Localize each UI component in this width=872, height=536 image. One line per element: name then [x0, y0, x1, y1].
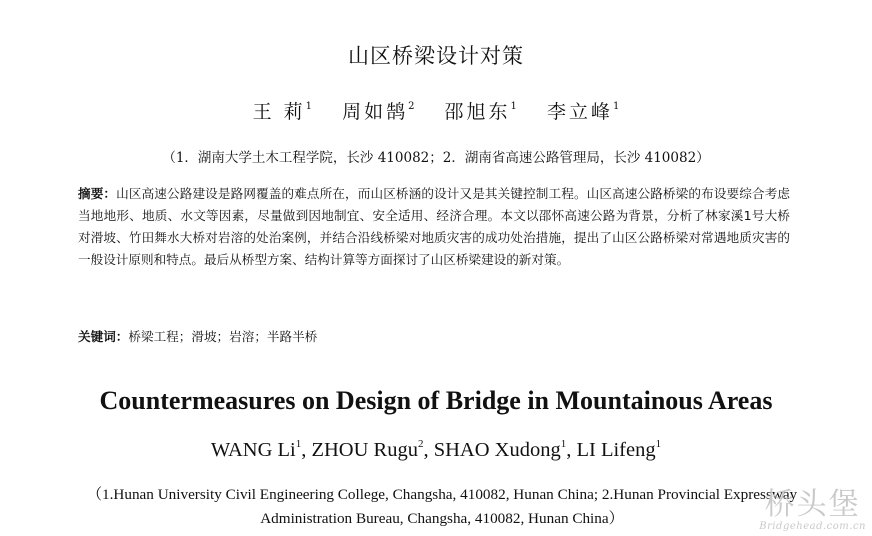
- author-name: 邵旭东: [444, 101, 511, 123]
- abstract-label: 摘要：: [78, 186, 117, 201]
- author-cn: [547, 97, 619, 124]
- author-affil-mark-en: 2: [417, 438, 424, 450]
- author-name-en: SHAO Xudong: [433, 439, 561, 461]
- author-affil-mark: 2: [408, 101, 415, 112]
- author-cn: [253, 97, 312, 124]
- author-affil-mark-en: 1: [295, 438, 302, 450]
- author-name: 王 莉: [252, 101, 306, 123]
- author-cn: [342, 97, 414, 124]
- abstract-cn: [78, 183, 790, 271]
- author-name: 李立峰: [546, 101, 613, 123]
- watermark-url: Bridgehead.com.cn: [759, 521, 866, 532]
- keywords-cn: [78, 326, 790, 345]
- author-name-en: LI Lifeng: [576, 439, 656, 461]
- author-separator: ,: [301, 439, 312, 461]
- author-affil-mark: 1: [305, 101, 313, 112]
- keywords-text: 桥梁工程；滑坡；岩溶；半路半桥: [128, 329, 318, 344]
- author-separator: ,: [566, 439, 577, 461]
- author-affil-mark: 1: [612, 101, 620, 112]
- author-name: 周如鹄: [342, 101, 409, 123]
- author-affil-mark-en: 1: [560, 438, 567, 450]
- affiliation-en: （1.Hunan University Civil Engineering College, Changsha, 410082, Hunan China; 2.Hunan Provincial Expressway Administration Bureau, Changsha, 410082, Hunan China）: [86, 486, 798, 527]
- watermark: [759, 489, 866, 532]
- author-affil-mark-en: 1: [655, 438, 662, 450]
- author-list-en: [0, 438, 872, 462]
- author-name-en: WANG Li: [210, 439, 296, 461]
- author-affil-mark: 1: [510, 101, 517, 112]
- author-cn: [445, 97, 517, 124]
- author-name-en: ZHOU Rugu: [311, 439, 418, 461]
- watermark-logo: 桥头堡: [764, 487, 861, 522]
- abstract-text: 山区高速公路建设是路网覆盖的难点所在，而山区桥涵的设计又是其关键控制工程。山区高速公路桥梁的布设要综合考虑当地地形、地质、水文等因素，尽量做到因地制宜、安全适用、经济合理。本文以邵怀高速公路为背景，分析了林家溪1号大桥对滑坡、竹田舞水大桥对岩溶的处治案例，并结合沿线桥梁对地质灾害的成功处治措施，提出了山区公路桥梁对常遇地质灾害的一般设计原则和特点。最后从桥型方案、结构计算等方面探讨了山区桥梁建设的新对策。: [78, 186, 791, 267]
- author-list-cn: [0, 97, 872, 124]
- paper-title-cn: 山区桥梁设计对策: [348, 44, 524, 68]
- author-separator: ,: [423, 439, 434, 461]
- paper-title-en: Countermeasures on Design of Bridge in Mountainous Areas: [99, 386, 773, 415]
- keywords-label: 关键词：: [78, 329, 129, 344]
- affiliation-cn: （1．湖南大学土木工程学院，长沙 410082；2．湖南省高速公路管理局，长沙 410082）: [162, 150, 710, 166]
